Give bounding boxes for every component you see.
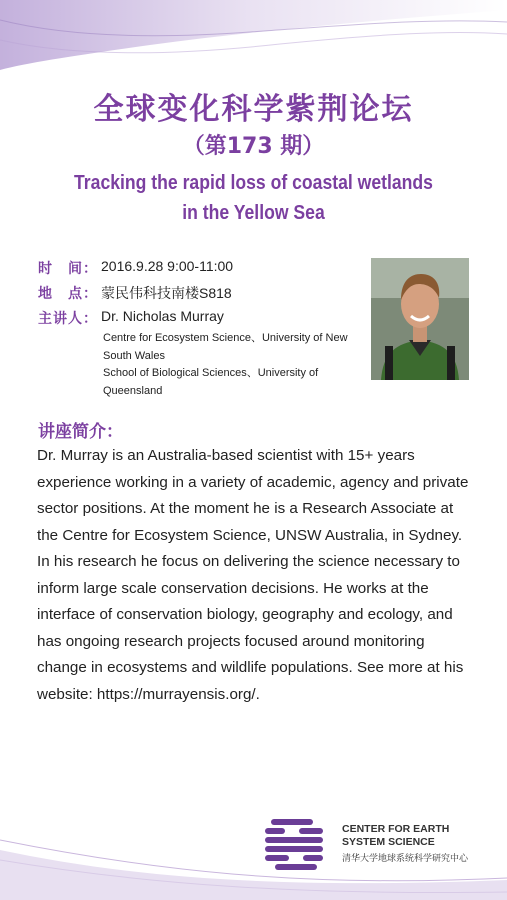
center-name-cn: 清华大学地球系统科学研究中心 bbox=[342, 854, 469, 864]
center-name-en bbox=[342, 823, 449, 849]
speaker-photo bbox=[371, 258, 469, 380]
time-value: 2016.9.28 9:00-11:00 bbox=[101, 258, 234, 274]
speaker-affiliation-1: Centre for Ecosystem Science、University of New South Wales bbox=[103, 332, 348, 362]
center-logo-icon bbox=[263, 815, 325, 877]
lecture-title-line2: in the Yellow Sea bbox=[182, 202, 325, 224]
intro-body: Dr. Murray is an Australia-based scientist with 15+ years experience working in a variety of academic, agency and private sector positions. At the moment he is a Research Associate at the Centre for Ecosystem Science, UNSW Australia, in Sydney. In his research he focus on delivering the science necessary to inform large scale conservation decisions. He works at the interface of conservation biology, geography and ecology, and has ongoing research projects focused around monitoring change in ecosystems and wildlife populations. See more at his website: https://murrayensis.org/. bbox=[37, 447, 469, 703]
lecture-title-line1: Tracking the rapid loss of coastal wetlands bbox=[74, 172, 433, 194]
center-name-en-line2: SYSTEM SCIENCE bbox=[342, 836, 435, 848]
time-label: 时 间： bbox=[38, 260, 98, 276]
place-label: 地 点： bbox=[38, 285, 98, 301]
speaker-value: Dr. Nicholas Murray bbox=[101, 308, 224, 324]
intro-heading: 讲座简介： bbox=[38, 422, 123, 442]
place-value: 蒙民伟科技南楼S818 bbox=[101, 285, 232, 301]
speaker-affiliation-2: School of Biological Sciences、University of Queensland bbox=[103, 367, 319, 397]
forum-title: 全球变化科学紫荆论坛 bbox=[93, 92, 414, 127]
place-row bbox=[38, 283, 358, 308]
issue-number: （第173 期） bbox=[182, 134, 325, 159]
speaker-label: 主讲人： bbox=[38, 310, 98, 326]
lecture-info bbox=[38, 258, 358, 333]
center-name-en-line1: CENTER FOR EARTH bbox=[342, 823, 450, 835]
top-decorative-wave bbox=[0, 0, 507, 90]
time-row bbox=[38, 258, 358, 283]
lecture-title bbox=[30, 168, 476, 228]
